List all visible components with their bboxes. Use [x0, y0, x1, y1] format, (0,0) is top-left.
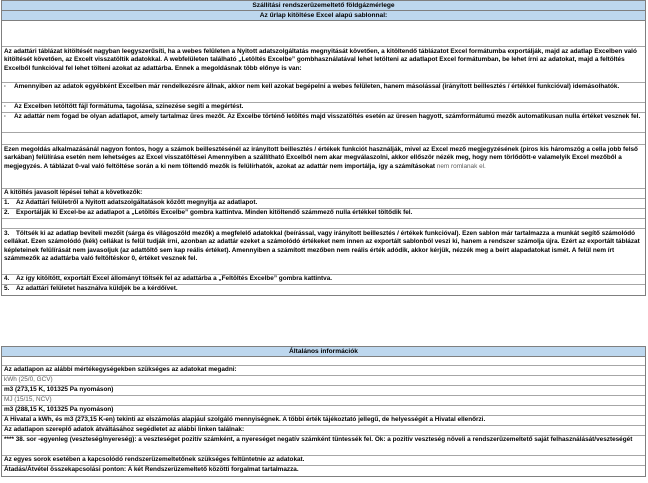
bullet-icon: · [4, 103, 7, 110]
info-row: Az adatlapon az alábbi mértékegységekben szükséges az adatokat megadni: [2, 366, 645, 376]
step-item: 4. Az így kitöltött, exportált Excel állományt töltsék fel az adattárba a „Feltöltés Excelbe” gombra kattintva. [2, 275, 645, 285]
note-text: Ezen megoldás alkalmazásánál nagyon fontos, hogy a számok beillesztésénél az irányított beillesztés / értékek funkciót használják, mivel az Excel mező megjegyzésének (piros kis háromszög a cella jobb felső sarkában) felülírása esetén nem lehetséges az Excel visszatöltései Amennyiben a szállítható Excelből nem akar megválaszolni, akkor ellőször nézék meg, hogy nem törlődött-e valamelyik Excel mezőből a megjegyzés. A táblázat 0-val való feltöltése során a ki nem töltendő mezők is felülírhatók, azokat az adattár nem importálja, így a számításokat nem romlanak el. [2, 145, 645, 189]
step-item: 3. Töltsék ki az adatlap beviteli mezőit (sárga és világoszöld mezők) a megfelelő adatokkal (beírással, vagy irányított beillesztés / értékek funkcióval). Ezen sablon már tartalmazza a munkát segítő számolódó cellákat. Ezen számolódó (kék) cellákat is felül tudják írni, azonban az adattár ezeket a számolódó értékeket nem innen az exportált sablonból veszi ki, hanem a rendszer számolja újra. Ezért az exportált táblázat képleteinek felülírását nem javasoljuk (az adattöltő sem kap reális értéket). Amennyiben a számított mezőben nem reális érték adódik, akkor kérjük, nézzék meg a beírt alapadatokat ismét. A felül nem írt számmezők az adattárba való feltöltéskor 0, értéket vesznek fel. [2, 229, 645, 275]
info-row: MJ (15/15, NCV) [2, 396, 645, 406]
info-row: kWh (25/0, GCV) [2, 376, 645, 386]
blank-row [2, 357, 645, 366]
bullet-icon: · [4, 83, 7, 90]
info-row: Az egyes sorok esetében a kapcsolódó rendszerüzemeltetőnek szükséges feltüntetnie az adatokat. [2, 456, 645, 466]
info-row: m3 (288,15 K, 101325 Pa nyomáson) [2, 406, 645, 416]
info-row: Átadás/Átvétel összekapcsolási ponton: A két Rendszerüzemeltető közötti forgalmat tartalmazza. [4, 466, 299, 473]
advantage-item: · Az adattár nem fogad be olyan adatlapot, amely tartalmaz üres mezőt. Az Excelbe történő letöltés majd visszatöltés esetén az üresen hagyott, számformátumú mezők automatikusan nulla értéket vesznek fel. [2, 113, 645, 133]
info-row: Az adatlapon szereplő adatok átváltásához segédletet az alábbi linken találnak: [2, 426, 645, 436]
section-subtitle: Az űrlap kitöltése Excel alapú sablonnal: [2, 11, 645, 21]
intro-text: Az adattári táblázat kitöltését nagyban leegyszerűsíti, ha a webes felületen a Nyitott adatszolgáltatás megnyitását követően, a kitöltendő táblázatot Excel formátumba exportálják, majd az adatlap Excelben való kitöltését követően, az Excelt visszatöltik adatokkal. A webfelületen található „Letöltés Excelbe” gombhasználatával lehet letölteni az adatlapot Excel formátumban, be lehet írni az adatokat, majd a feltöltés Excelből funkcióval fel lehet tölteni azokat az adattárba. Ennek a megoldásnak több előnye is van: [2, 47, 645, 83]
instructions-section [1, 0, 646, 296]
general-info-title: Általános információk [2, 347, 645, 357]
step-item: 2. Exportálják ki Excel-be az adatlapot a „Letöltés Excelbe” gombra kattintva. Minden kitöltendő számmező nulla értékkel töltődik fel. [2, 209, 645, 219]
step-item: 5. Az adattári felületet használva küldjék be a kérdőívet. [4, 285, 178, 292]
page-title: Szállítási rendszerüzemeltető földgázmérlege [2, 1, 645, 11]
info-row: **** 38. sor -egyenleg (veszteség/nyereség): a veszteséget pozitív számként, a nyereséget negatív számként tüntessék fel. Ok: a pozitív veszteség növeli a rendszerüzemeltető saját felhasználását/veszteségét [2, 436, 645, 456]
blank-row [2, 219, 645, 229]
step-item: 1. Az Adattári felületről a Nyitott adatszolgáltatások között megnyitja az adatlapot. [2, 199, 645, 209]
bullet-icon: · [4, 113, 7, 120]
blank-row [2, 133, 645, 145]
blank-row [2, 21, 645, 47]
info-row: m3 (273,15 K, 101325 Pa nyomáson) [2, 386, 645, 396]
steps-title: A kitöltés javasolt lépései tehát a következők: [2, 189, 645, 199]
info-row: A Hivatal a kWh, és m3 (273,15 K-en) tekinti az elszámolás alapjául szolgáló mennyiségnek. A többi érték tájékoztató jellegű, de helyességét a Hivatal ellenőrzi. [2, 416, 645, 426]
advantage-item: · Az Excelben letöltött fájl formátuma, tagolása, színezése segíti a megértést. [2, 103, 645, 113]
general-info-section [1, 346, 646, 477]
advantage-item: · Amennyiben az adatok egyébként Excelben már rendelkezésre állnak, akkor nem kell azokat begépelni a webes felületen, hanem másolással (irányított beillesztés / értékkel funkcióval) idemásolhatók. [2, 83, 645, 103]
